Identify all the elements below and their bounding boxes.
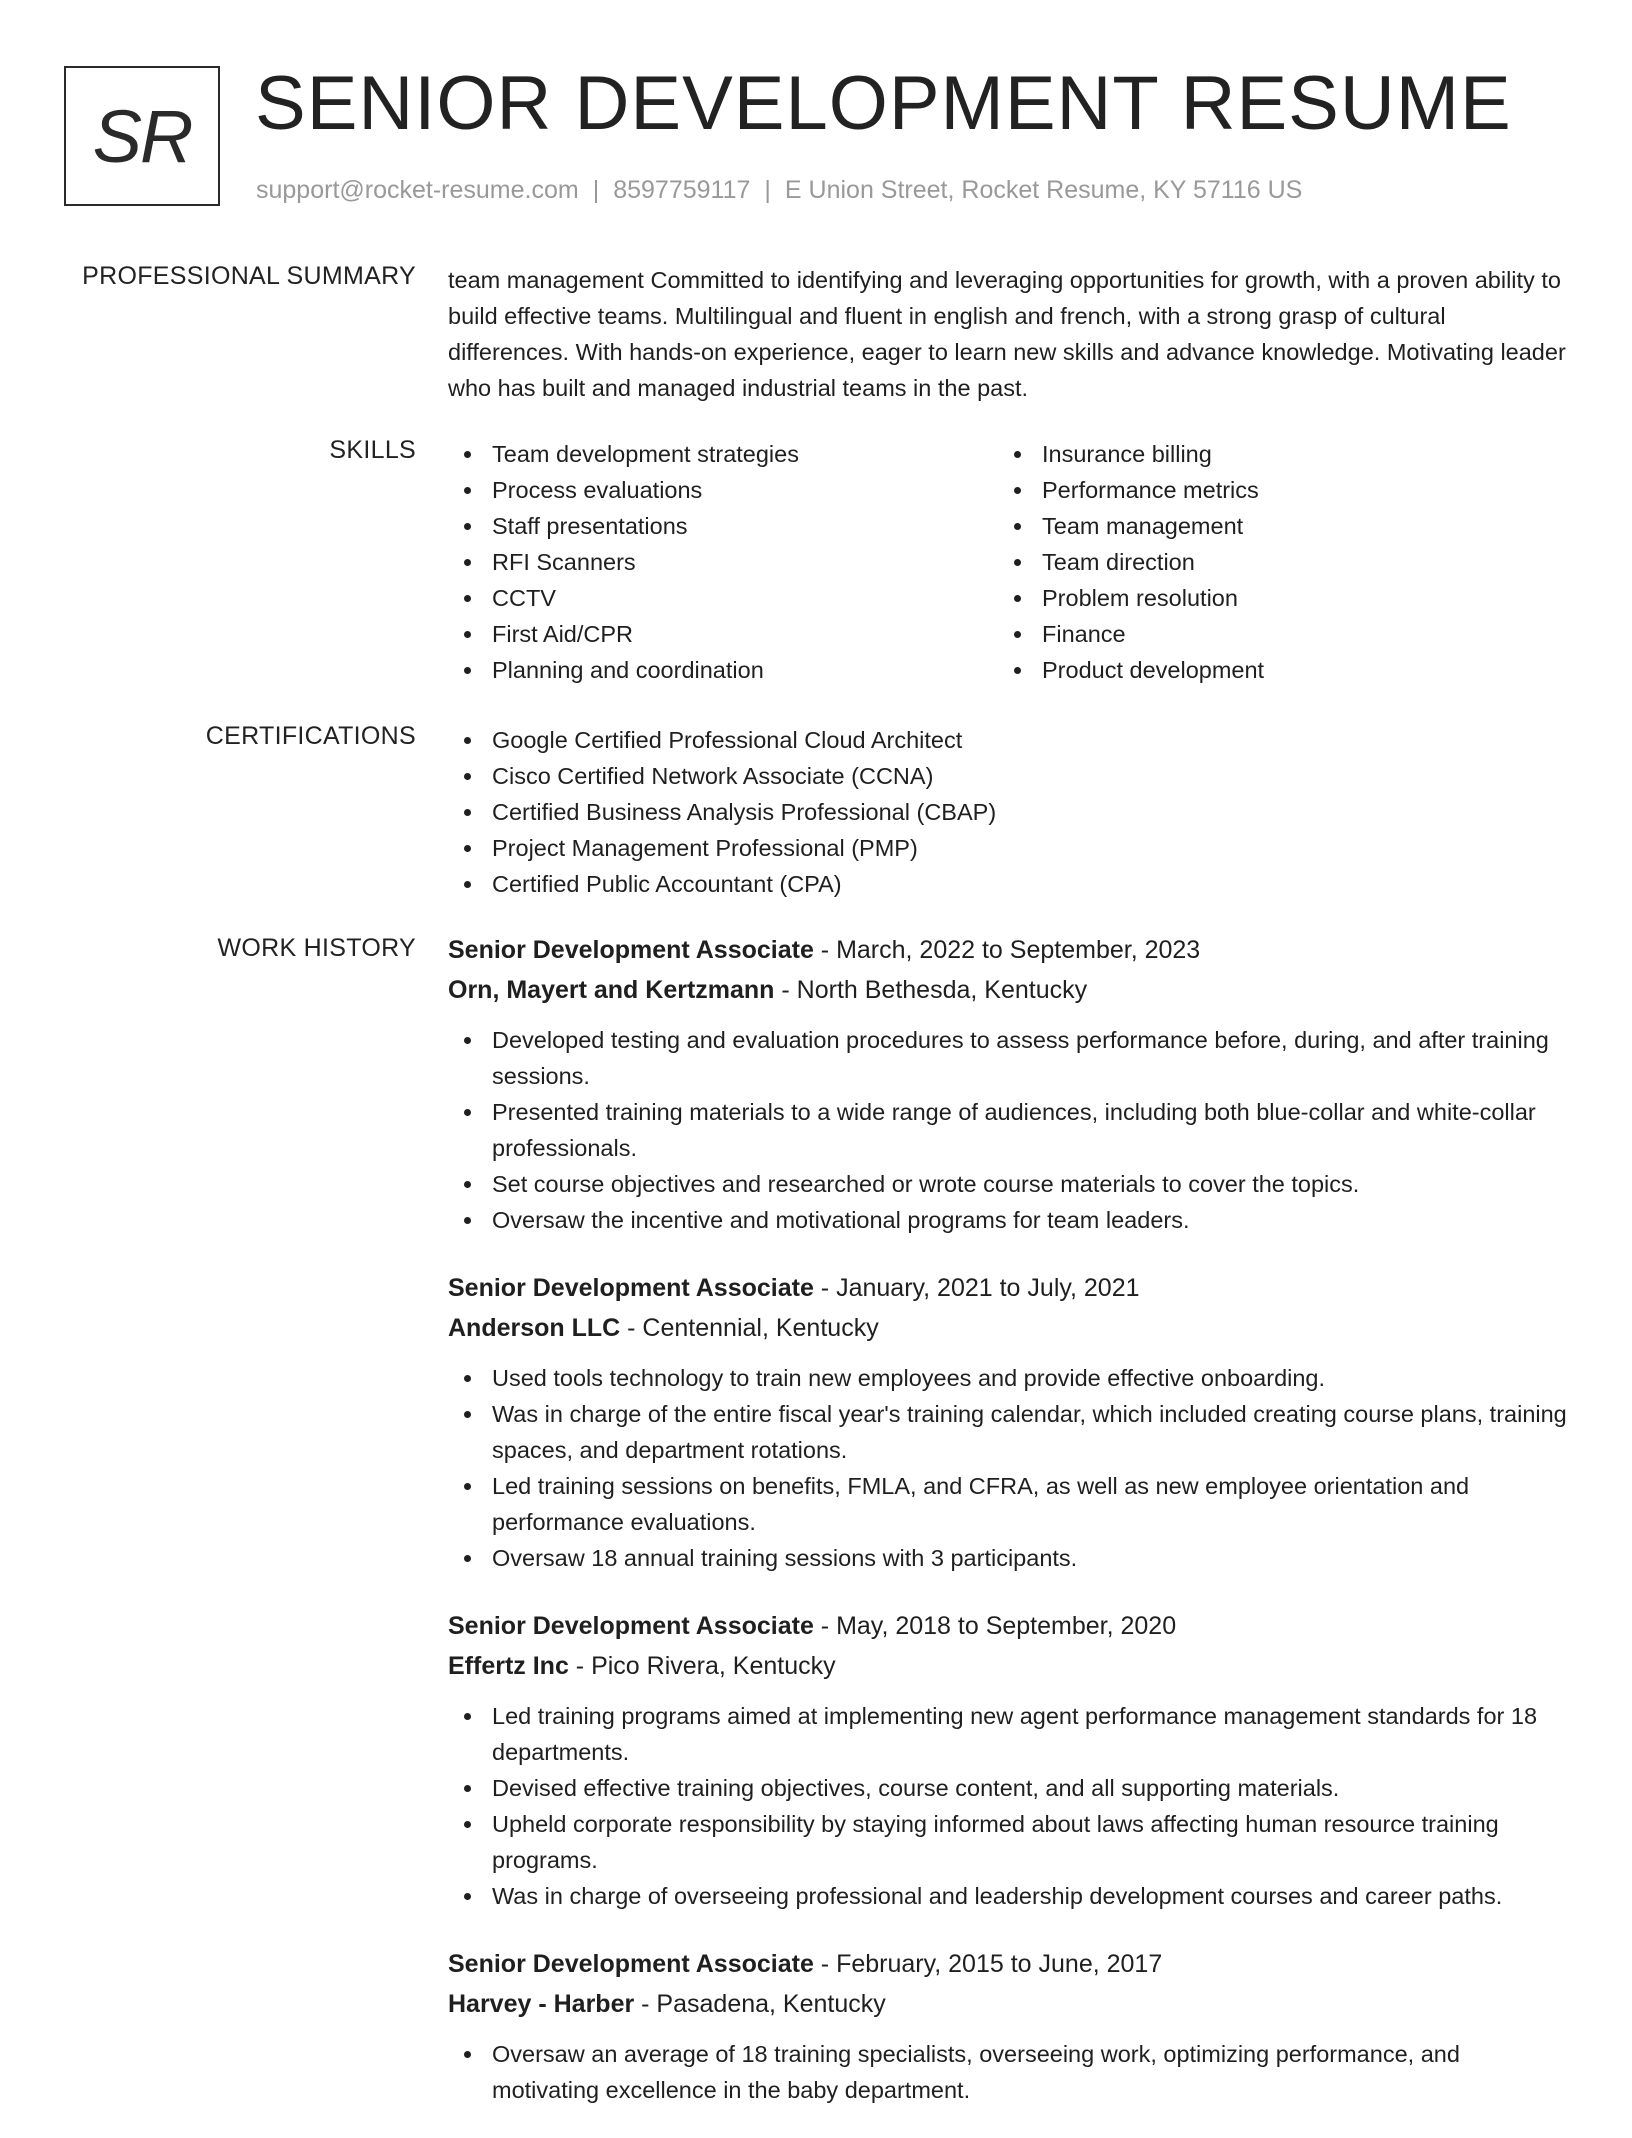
job-location: - Pico Rivera, Kentucky bbox=[568, 1652, 836, 1680]
skill-item: Team development strategies bbox=[448, 436, 998, 472]
job-bullet: Led training sessions on benefits, FMLA, and CFRA, as well as new employee orientation and performance evaluations. bbox=[448, 1468, 1568, 1540]
job-title-line bbox=[448, 930, 1568, 970]
skill-item: First Aid/CPR bbox=[448, 616, 998, 652]
job-company-line bbox=[448, 1308, 1568, 1348]
resume-header bbox=[64, 61, 1564, 216]
certification-item: Cisco Certified Network Associate (CCNA) bbox=[448, 758, 1568, 794]
job-bullet: Upheld corporate responsibility by staying informed about laws affecting human resource training programs. bbox=[448, 1806, 1568, 1878]
skill-item: Finance bbox=[998, 616, 1548, 652]
skill-item: Process evaluations bbox=[448, 472, 998, 508]
job-title-line bbox=[448, 1606, 1568, 1646]
skill-item: Staff presentations bbox=[448, 508, 998, 544]
job-bullet: Was in charge of overseeing professional and leadership development courses and career paths. bbox=[448, 1878, 1568, 1914]
certification-item: Certified Business Analysis Professional (CBAP) bbox=[448, 794, 1568, 830]
contact-address: E Union Street, Rocket Resume, KY 57116 US bbox=[784, 176, 1303, 204]
section-label: PROFESSIONAL SUMMARY bbox=[82, 262, 416, 290]
contact-separator: | bbox=[764, 176, 771, 204]
certifications-content bbox=[448, 722, 1568, 902]
job-company: Harvey - Harber bbox=[448, 1990, 635, 2018]
job-title: Senior Development Associate bbox=[448, 1274, 814, 1302]
resume-title: SENIOR DEVELOPMENT RESUME bbox=[255, 61, 1512, 146]
job-bullet: Set course objectives and researched or wrote course materials to cover the topics. bbox=[448, 1166, 1568, 1202]
job-title: Senior Development Associate bbox=[448, 1612, 814, 1640]
skills-list-right bbox=[998, 436, 1548, 688]
certifications-list bbox=[448, 722, 1568, 902]
skills-list-left bbox=[448, 436, 998, 688]
monogram-logo: SR bbox=[64, 66, 220, 206]
job-entry bbox=[448, 1944, 1568, 2108]
job-dates: - February, 2015 to June, 2017 bbox=[813, 1950, 1163, 1978]
certification-item: Google Certified Professional Cloud Architect bbox=[448, 722, 1568, 758]
job-company-line bbox=[448, 1646, 1568, 1686]
skill-item: Product development bbox=[998, 652, 1548, 688]
skill-item: Team management bbox=[998, 508, 1548, 544]
job-bullets bbox=[448, 2036, 1568, 2108]
skill-item: RFI Scanners bbox=[448, 544, 998, 580]
job-bullets bbox=[448, 1360, 1568, 1576]
contact-phone[interactable]: 8597759117 bbox=[613, 176, 751, 204]
section-label: WORK HISTORY bbox=[217, 934, 416, 962]
job-location: - Centennial, Kentucky bbox=[620, 1314, 879, 1342]
job-bullets bbox=[448, 1022, 1568, 1238]
job-bullet: Developed testing and evaluation procedures to assess performance before, during, and after training sessions. bbox=[448, 1022, 1568, 1094]
job-dates: - March, 2022 to September, 2023 bbox=[813, 936, 1201, 964]
job-title-line bbox=[448, 1268, 1568, 1308]
job-entry bbox=[448, 1606, 1568, 1914]
job-company: Orn, Mayert and Kertzmann bbox=[448, 976, 775, 1004]
job-title-line bbox=[448, 1944, 1568, 1984]
job-bullet: Led training programs aimed at implementing new agent performance management standards for 18 departments. bbox=[448, 1698, 1568, 1770]
job-bullet: Used tools technology to train new employees and provide effective onboarding. bbox=[448, 1360, 1568, 1396]
job-location: - Pasadena, Kentucky bbox=[634, 1990, 886, 2018]
certification-item: Certified Public Accountant (CPA) bbox=[448, 866, 1568, 902]
contact-line bbox=[256, 176, 1302, 205]
job-company: Anderson LLC bbox=[448, 1314, 621, 1342]
contact-separator: | bbox=[592, 176, 600, 204]
skill-item: Performance metrics bbox=[998, 472, 1548, 508]
job-bullet: Was in charge of the entire fiscal year's training calendar, which included creating course plans, training spaces, and department rotations. bbox=[448, 1396, 1568, 1468]
job-title: Senior Development Associate bbox=[448, 936, 814, 964]
section-label: CERTIFICATIONS bbox=[205, 722, 416, 750]
job-location: - North Bethesda, Kentucky bbox=[774, 976, 1088, 1004]
section-label: SKILLS bbox=[329, 436, 416, 464]
job-bullets bbox=[448, 1698, 1568, 1914]
job-bullet: Oversaw the incentive and motivational programs for team leaders. bbox=[448, 1202, 1568, 1238]
job-bullet: Devised effective training objectives, course content, and all supporting materials. bbox=[448, 1770, 1568, 1806]
job-bullet: Oversaw 18 annual training sessions with 3 participants. bbox=[448, 1540, 1568, 1576]
job-bullet: Oversaw an average of 18 training specialists, overseeing work, optimizing performance, and motivating excellence in the baby department. bbox=[448, 2036, 1568, 2108]
work-history-content bbox=[448, 930, 1568, 2138]
skill-item: CCTV bbox=[448, 580, 998, 616]
skill-item: Problem resolution bbox=[998, 580, 1548, 616]
job-company: Effertz Inc bbox=[448, 1652, 569, 1680]
job-company-line bbox=[448, 970, 1568, 1010]
skill-item: Insurance billing bbox=[998, 436, 1548, 472]
job-company-line bbox=[448, 1984, 1568, 2024]
job-dates: - January, 2021 to July, 2021 bbox=[813, 1274, 1140, 1302]
skill-item: Planning and coordination bbox=[448, 652, 998, 688]
job-bullet: Presented training materials to a wide range of audiences, including both blue-collar and white-collar professionals. bbox=[448, 1094, 1568, 1166]
contact-email[interactable]: support@rocket-resume.com bbox=[256, 176, 579, 204]
skills-columns bbox=[448, 436, 1568, 688]
summary-text: team management Committed to identifying and leveraging opportunities for growth, with a proven ability to build effective teams. Multilingual and fluent in english and french, with a strong grasp of cultural differences. With hands-on experience, eager to learn new skills and advance knowledge. Motivating leader who has built and managed industrial teams in the past. bbox=[448, 267, 1566, 401]
certification-item: Project Management Professional (PMP) bbox=[448, 830, 1568, 866]
job-title: Senior Development Associate bbox=[448, 1950, 814, 1978]
skill-item: Team direction bbox=[998, 544, 1548, 580]
job-entry bbox=[448, 1268, 1568, 1576]
job-dates: - May, 2018 to September, 2020 bbox=[813, 1612, 1177, 1640]
job-entry bbox=[448, 930, 1568, 1238]
